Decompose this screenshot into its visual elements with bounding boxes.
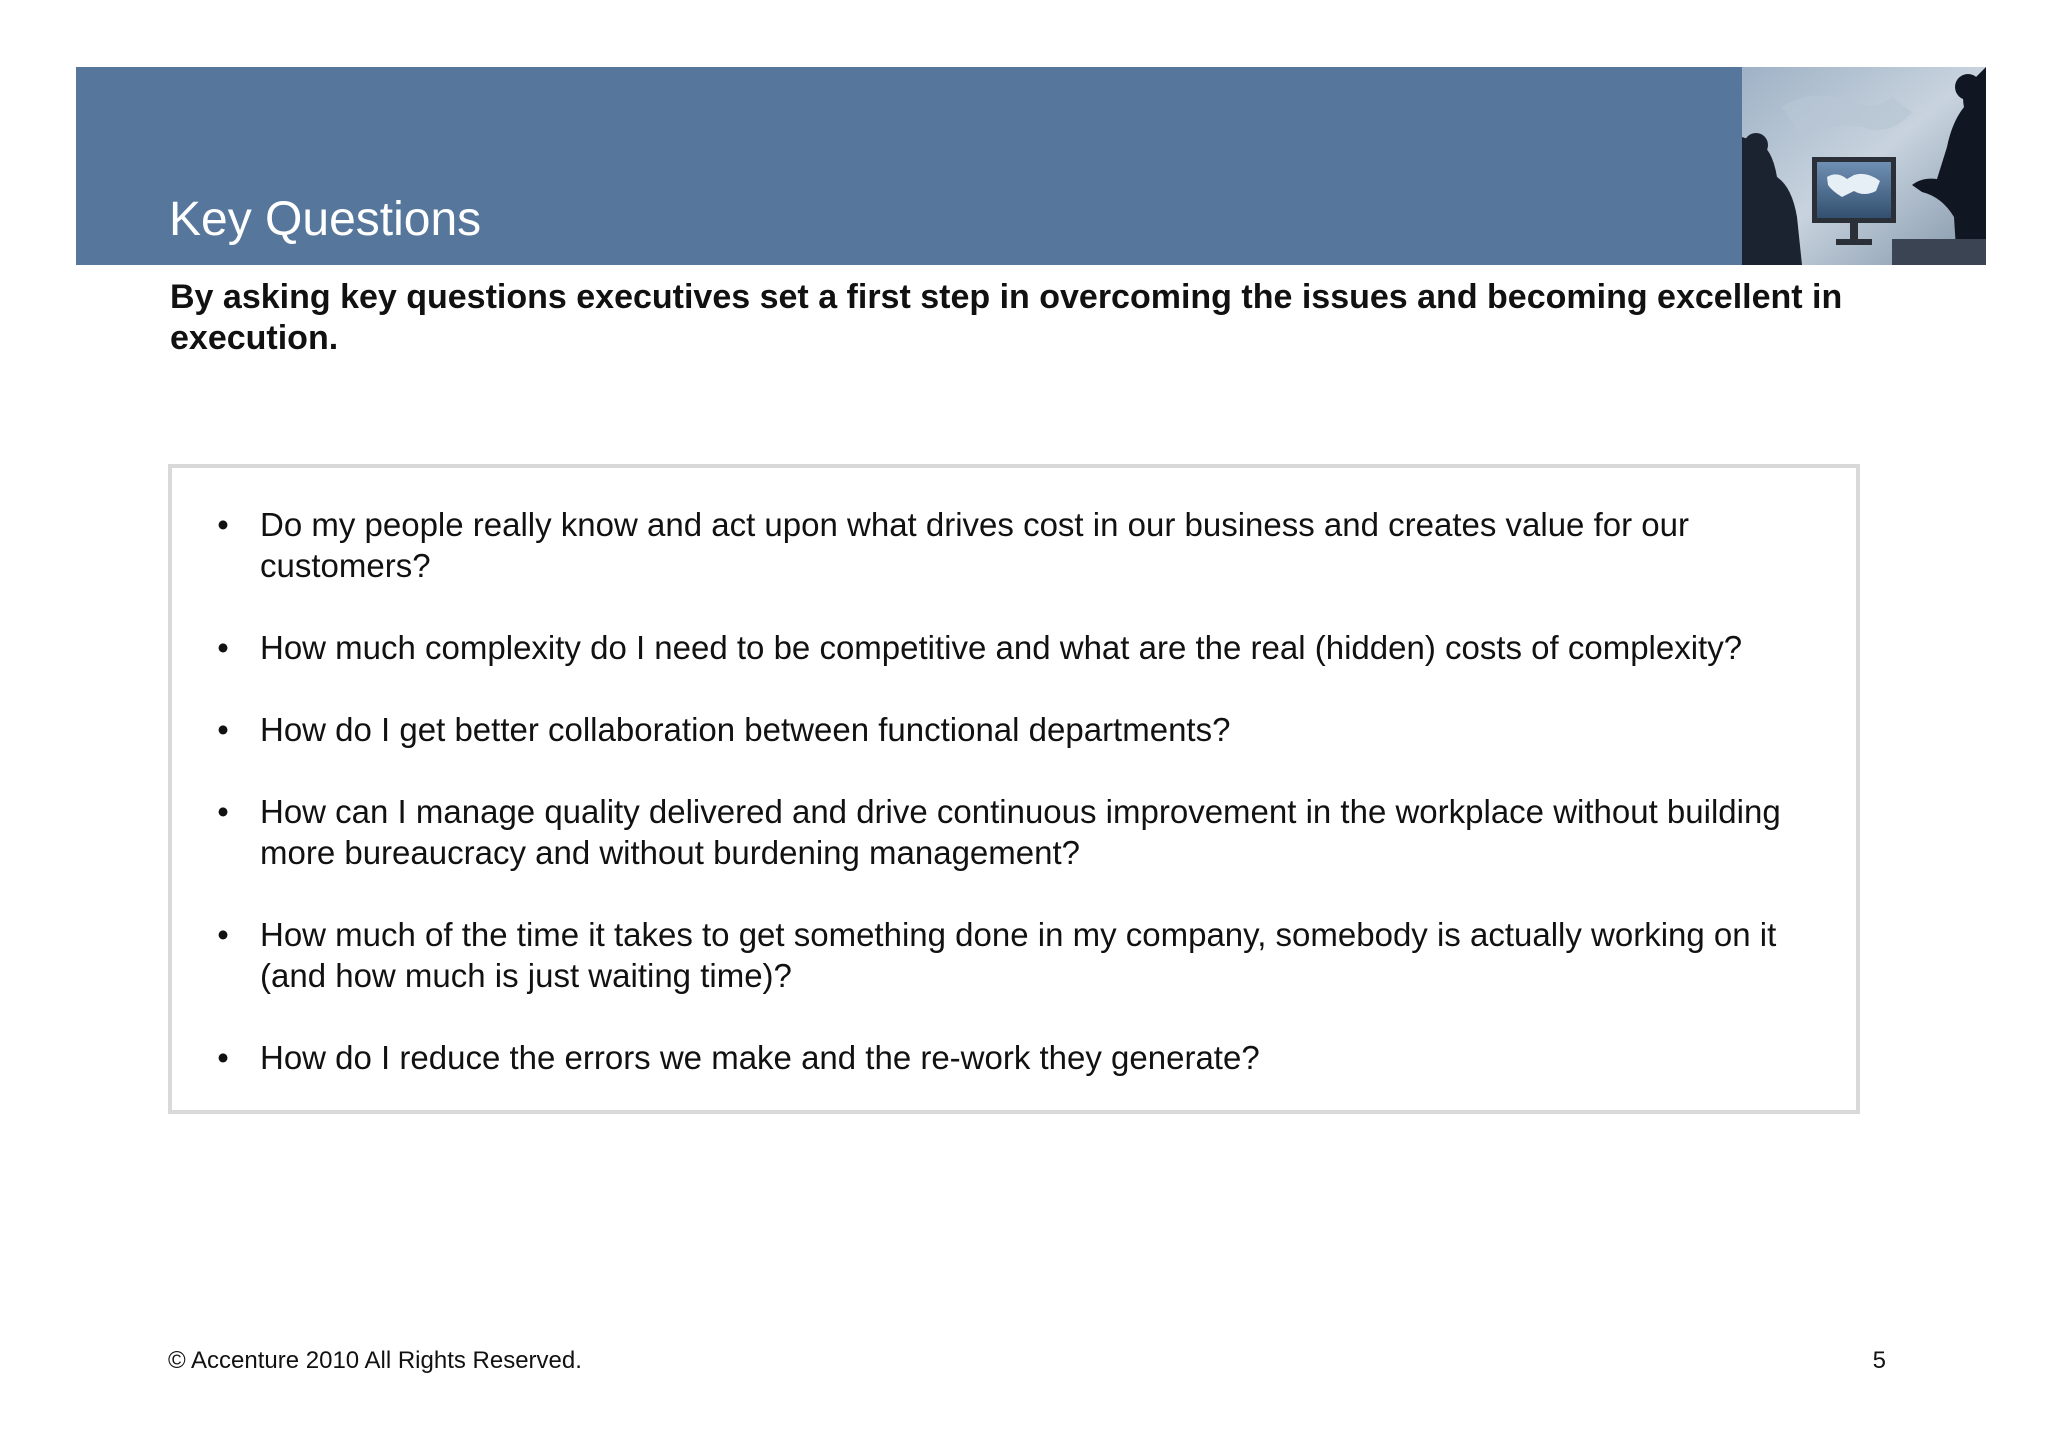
question-text: How do I get better collaboration between functional departments? [260, 711, 1231, 748]
question-text: How can I manage quality delivered and drive continuous improvement in the workplace without building more bureaucracy and without burdening management? [260, 793, 1781, 871]
question-item [172, 504, 1856, 586]
question-text: How much complexity do I need to be competitive and what are the real (hidden) costs of complexity? [260, 629, 1743, 666]
page-title: Key Questions [169, 193, 482, 246]
bullet-icon: • [217, 711, 229, 748]
bullet-icon: • [217, 506, 229, 543]
page-number: 5 [1872, 1347, 1886, 1374]
question-text: How do I reduce the errors we make and the re-work they generate? [260, 1039, 1260, 1076]
key-questions-list [172, 504, 1856, 1078]
question-text: Do my people really know and act upon what drives cost in our business and creates value for our customers? [260, 506, 1689, 584]
bullet-icon: • [217, 629, 229, 666]
question-item [172, 627, 1856, 668]
slide-subtitle: By asking key questions executives set a first step in overcoming the issues and becoming excellent in execution. [170, 278, 1843, 357]
header-photo-graphic [1742, 67, 1986, 265]
question-item [172, 791, 1856, 873]
header-photo-image [1742, 67, 1986, 265]
question-item [172, 709, 1856, 750]
question-item [172, 914, 1856, 996]
question-text: How much of the time it takes to get something done in my company, somebody is actually working on it (and how much is just waiting time)? [260, 916, 1777, 994]
bullet-icon: • [217, 793, 229, 830]
bullet-icon: • [217, 916, 229, 953]
footer-copyright: © Accenture 2010 All Rights Reserved. [168, 1347, 582, 1374]
bullet-icon: • [217, 1039, 229, 1076]
question-item [172, 1037, 1856, 1078]
key-questions-box [168, 464, 1860, 1114]
